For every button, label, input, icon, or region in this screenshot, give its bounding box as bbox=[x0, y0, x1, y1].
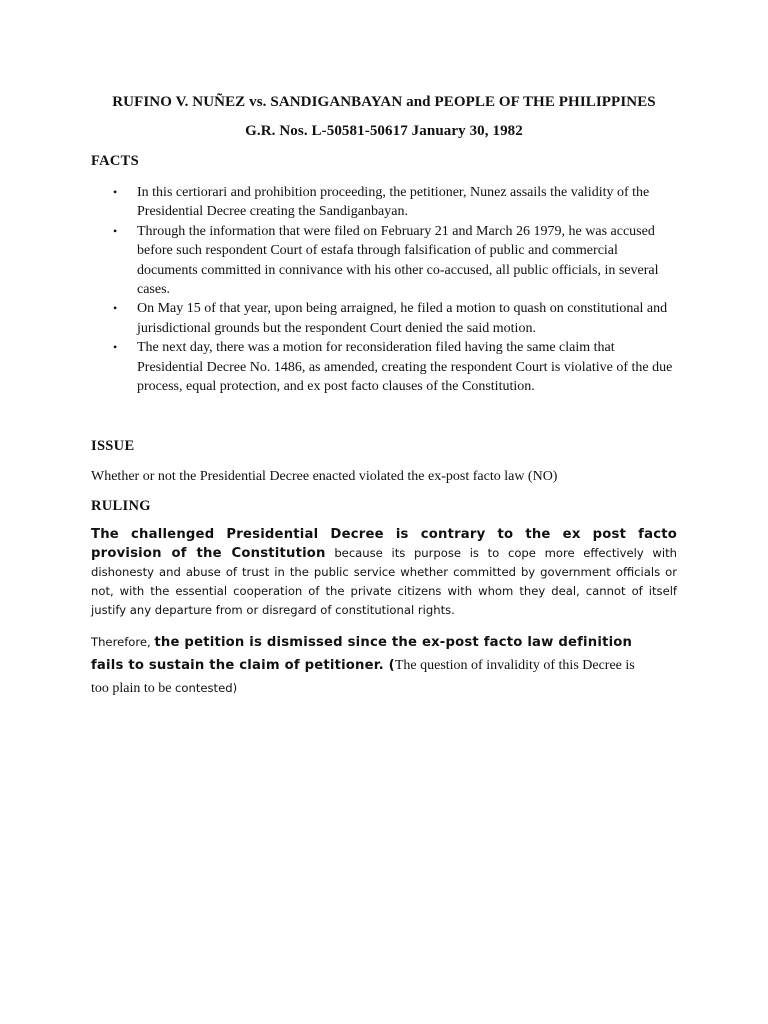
bullet-icon: • bbox=[113, 340, 118, 355]
ruling-paragraph bbox=[91, 525, 677, 620]
fact-text: In this certiorari and prohibition proceeding, the petitioner, Nunez assails the validity of the Presidential Decree creating the Sandiganbayan. bbox=[137, 185, 650, 220]
fact-text: The next day, there was a motion for reconsideration filed having the same claim that Presidential Decree No. 1486, as amended, creating the respondent Court is violative of the due process, equal protection, and ex post facto clauses of the Constitution. bbox=[137, 340, 673, 395]
facts-list bbox=[91, 183, 681, 396]
conclusion-note: The question of invalidity of this Decree is too plain to be bbox=[91, 658, 635, 696]
list-item bbox=[91, 183, 681, 222]
ruling-rest: because its purpose is to cope more effectively with dishonesty and abuse of trust in the public service whether committed by government officials or not, with the essential cooperation of the private citizens with whom they deal, cannot of itself justify any departure from or disregard of constitutional rights. bbox=[91, 546, 677, 617]
bullet-icon: • bbox=[113, 301, 118, 316]
list-item bbox=[91, 222, 681, 300]
fact-text: On May 15 of that year, upon being arraigned, he filed a motion to quash on constitutional and jurisdictional grounds but the respondent Court denied the said motion. bbox=[137, 301, 668, 336]
facts-heading: FACTS bbox=[91, 153, 139, 169]
issue-heading: ISSUE bbox=[91, 438, 135, 454]
ruling-conclusion bbox=[91, 631, 651, 700]
fact-text: Through the information that were filed on February 21 and March 26 1979, he was accused before such respondent Court of estafa through falsification of public and commercial documents committed in connivance with his other co-accused, all public officials, in several cases. bbox=[137, 223, 659, 298]
list-item bbox=[91, 299, 681, 338]
case-title: RUFINO V. NUÑEZ vs. SANDIGANBAYAN and PEOPLE OF THE PHILIPPINES bbox=[112, 94, 656, 110]
case-citation: G.R. Nos. L-50581-50617 January 30, 1982 bbox=[245, 123, 523, 139]
list-item bbox=[91, 338, 681, 396]
ruling-heading: RULING bbox=[91, 498, 151, 514]
bullet-icon: • bbox=[113, 185, 118, 199]
issue-text: Whether or not the Presidential Decree enacted violated the ex-post facto law (NO) bbox=[91, 469, 558, 484]
conclusion-end: contested) bbox=[175, 681, 238, 695]
conclusion-prefix: Therefore, bbox=[91, 635, 155, 649]
bullet-icon: • bbox=[113, 223, 118, 238]
ruling-lead: The challenged Presidential Decree is contrary to the ex post facto provision of the Constitution bbox=[91, 527, 677, 561]
conclusion-bold: the petition is dismissed since the ex-post facto law definition fails to sustain the claim of petitioner. ( bbox=[91, 635, 633, 673]
